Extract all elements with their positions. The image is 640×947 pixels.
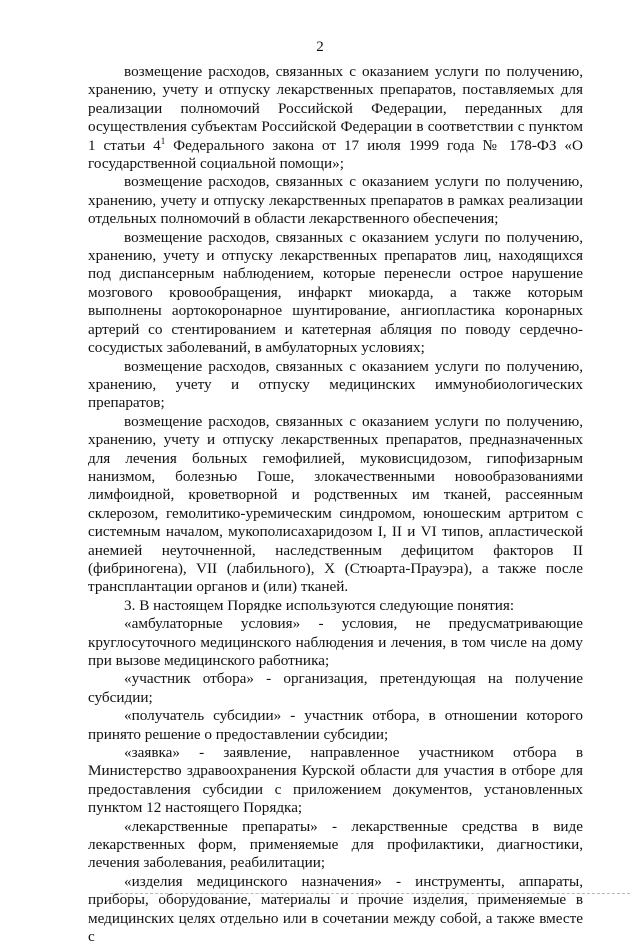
document-body <box>88 63 583 947</box>
paragraph-10: «заявка» - заявление, направленное участником отбора в Министерство здравоохранения Курской области для участия в отборе для предоставления субсидии с приложением документов, установленных пунктом 12 настоящего Порядка; <box>88 744 583 817</box>
paragraph-1 <box>88 63 583 173</box>
paragraph-4: возмещение расходов, связанных с оказанием услуги по получению, хранению, учету и отпуску медицинских иммунобиологических препаратов; <box>88 357 583 412</box>
paragraph-9: «получатель субсидии» - участник отбора, в отношении которого принято решение о предоставлении субсидии; <box>88 707 583 743</box>
paragraph-text: возмещение расходов, связанных с оказанием услуги по получению, хранению, учету и отпуску лекарственных препаратов, поставляемых для реализации полномочий Российской Федерации, переданных для осуществления субъектам Российской Федерации в соответствии с пунктом 1 статьи 4 <box>88 63 583 154</box>
page-number: 2 <box>316 39 324 55</box>
scan-edge-line <box>110 893 630 894</box>
paragraph-7: «амбулаторные условия» - условия, не предусматривающие круглосуточного медицинского наблюдения и лечения, в том числе на дому при вызове медицинского работника; <box>88 615 583 669</box>
footnote-mark: 1 <box>160 135 166 146</box>
paragraph-5: возмещение расходов, связанных с оказанием услуги по получению, хранению, учету и отпуску лекарственных препаратов, предназначенных для лечения больных гемофилией, муковисцидозом, гипофизарным нанизмом, болезнью Гоше, злокачественными новообразованиями лимфоидной, кроветворной и родственных им тканей, рассеянным склерозом, гемолитико-уремическим синдромом, юношеским артритом с системным началом, мукополисахаридозом I, II и VI типов, апластической анемией неуточненной, наследственным дефицитом факторов II (фибриногена), VII (лабильного), X (Стюарта-Прауэра), а также после трансплантации органов и (или) тканей. <box>88 412 583 596</box>
paragraph-8: «участник отбора» - организация, претендующая на получение субсидии; <box>88 670 583 706</box>
paragraph-3: возмещение расходов, связанных с оказанием услуги по получению, хранению, учету и отпуску лекарственных препаратов лиц, находящихся под диспансерным наблюдением, которые перенесли острое нарушение мозгового кровообращения, инфаркт миокарда, а также которым выполнены аортокоронарное шунтирование, ангиопластика коронарных артерий со стентированием и катетерная абляция по поводу сердечно-сосудистых заболеваний, в амбулаторных условиях; <box>88 228 583 357</box>
paragraph-6: 3. В настоящем Порядке используются следующие понятия: <box>124 596 515 614</box>
paragraph-2: возмещение расходов, связанных с оказанием услуги по получению, хранению, учету и отпуску лекарственных препаратов в рамках реализации отдельных полномочий в области лекарственного обеспечения; <box>88 173 583 228</box>
paragraph-text: Федерального закона от 17 июля 1999 года № 178-ФЗ «О государственной социальной помощи»; <box>88 136 583 173</box>
paragraph-12: «изделия медицинского назначения» - инструменты, аппараты, приборы, оборудование, материалы и прочие изделия, применяемые в медицинских целях отдельно или в сочетании между собой, а также вместе с <box>88 872 583 946</box>
paragraph-11: «лекарственные препараты» - лекарственные средства в виде лекарственных форм, применяемые для профилактики, диагностики, лечения заболевания, реабилитации; <box>88 817 583 872</box>
